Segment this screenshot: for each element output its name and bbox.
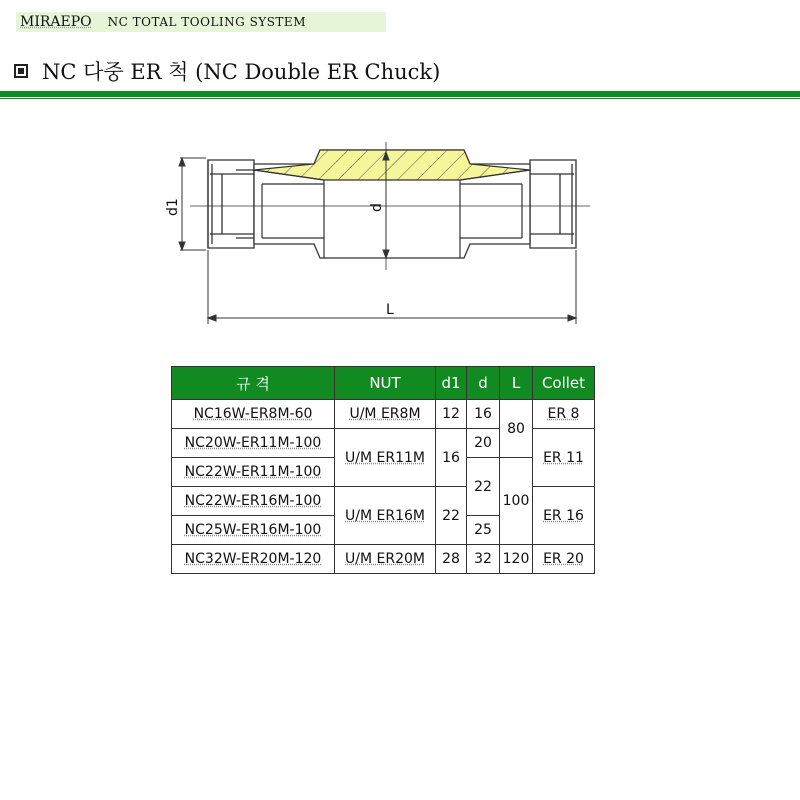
spec-cell: NC22W-ER16M-100 <box>172 487 335 516</box>
collet-cell: ER 11 <box>533 429 595 487</box>
col-d: d <box>467 367 500 400</box>
d1-cell: 12 <box>436 400 467 429</box>
table-row <box>172 545 595 574</box>
col-l: L <box>500 367 533 400</box>
nut-cell: U/M ER8M <box>335 400 436 429</box>
collet-cell: ER 20 <box>533 545 595 574</box>
square-bullet-icon <box>14 64 28 78</box>
d-cell: 32 <box>467 545 500 574</box>
col-collet: Collet <box>533 367 595 400</box>
l-label: L <box>386 302 394 318</box>
table-header-row <box>172 367 595 400</box>
header-bar <box>16 12 386 32</box>
title-divider <box>0 91 800 97</box>
page-title-row <box>14 56 440 86</box>
l-cell: 80 <box>500 400 533 458</box>
d-cell: 22 <box>467 458 500 516</box>
d-cell: 20 <box>467 429 500 458</box>
d1-label: d1 <box>165 198 181 216</box>
brand-subtitle: NC TOTAL TOOLING SYSTEM <box>107 15 306 29</box>
collet-cell: ER 8 <box>533 400 595 429</box>
page-title: NC 다중 ER 척 (NC Double ER Chuck) <box>42 60 441 84</box>
spec-cell: NC32W-ER20M-120 <box>172 545 335 574</box>
nut-cell: U/M ER20M <box>335 545 436 574</box>
spec-cell: NC16W-ER8M-60 <box>172 400 335 429</box>
spec-cell: NC20W-ER11M-100 <box>172 429 335 458</box>
d1-cell: 22 <box>436 487 467 545</box>
d1-cell: 28 <box>436 545 467 574</box>
col-nut: NUT <box>335 367 436 400</box>
spec-cell: NC22W-ER11M-100 <box>172 458 335 487</box>
l-cell: 100 <box>500 458 533 545</box>
brand-name: MIRAEPO <box>20 14 92 30</box>
d1-cell: 16 <box>436 429 467 487</box>
nut-cell: U/M ER16M <box>335 487 436 545</box>
spec-cell: NC25W-ER16M-100 <box>172 516 335 545</box>
l-cell: 120 <box>500 545 533 574</box>
collet-cell: ER 16 <box>533 487 595 545</box>
d-cell: 25 <box>467 516 500 545</box>
col-spec: 규 격 <box>172 367 335 400</box>
d1-dimension <box>179 158 206 250</box>
spec-table <box>171 366 595 574</box>
chuck-drawing <box>150 130 600 330</box>
nut-cell: U/M ER11M <box>335 429 436 487</box>
d-cell: 16 <box>467 400 500 429</box>
table-row <box>172 400 595 429</box>
col-d1: d1 <box>436 367 467 400</box>
d-label: d <box>369 203 385 212</box>
